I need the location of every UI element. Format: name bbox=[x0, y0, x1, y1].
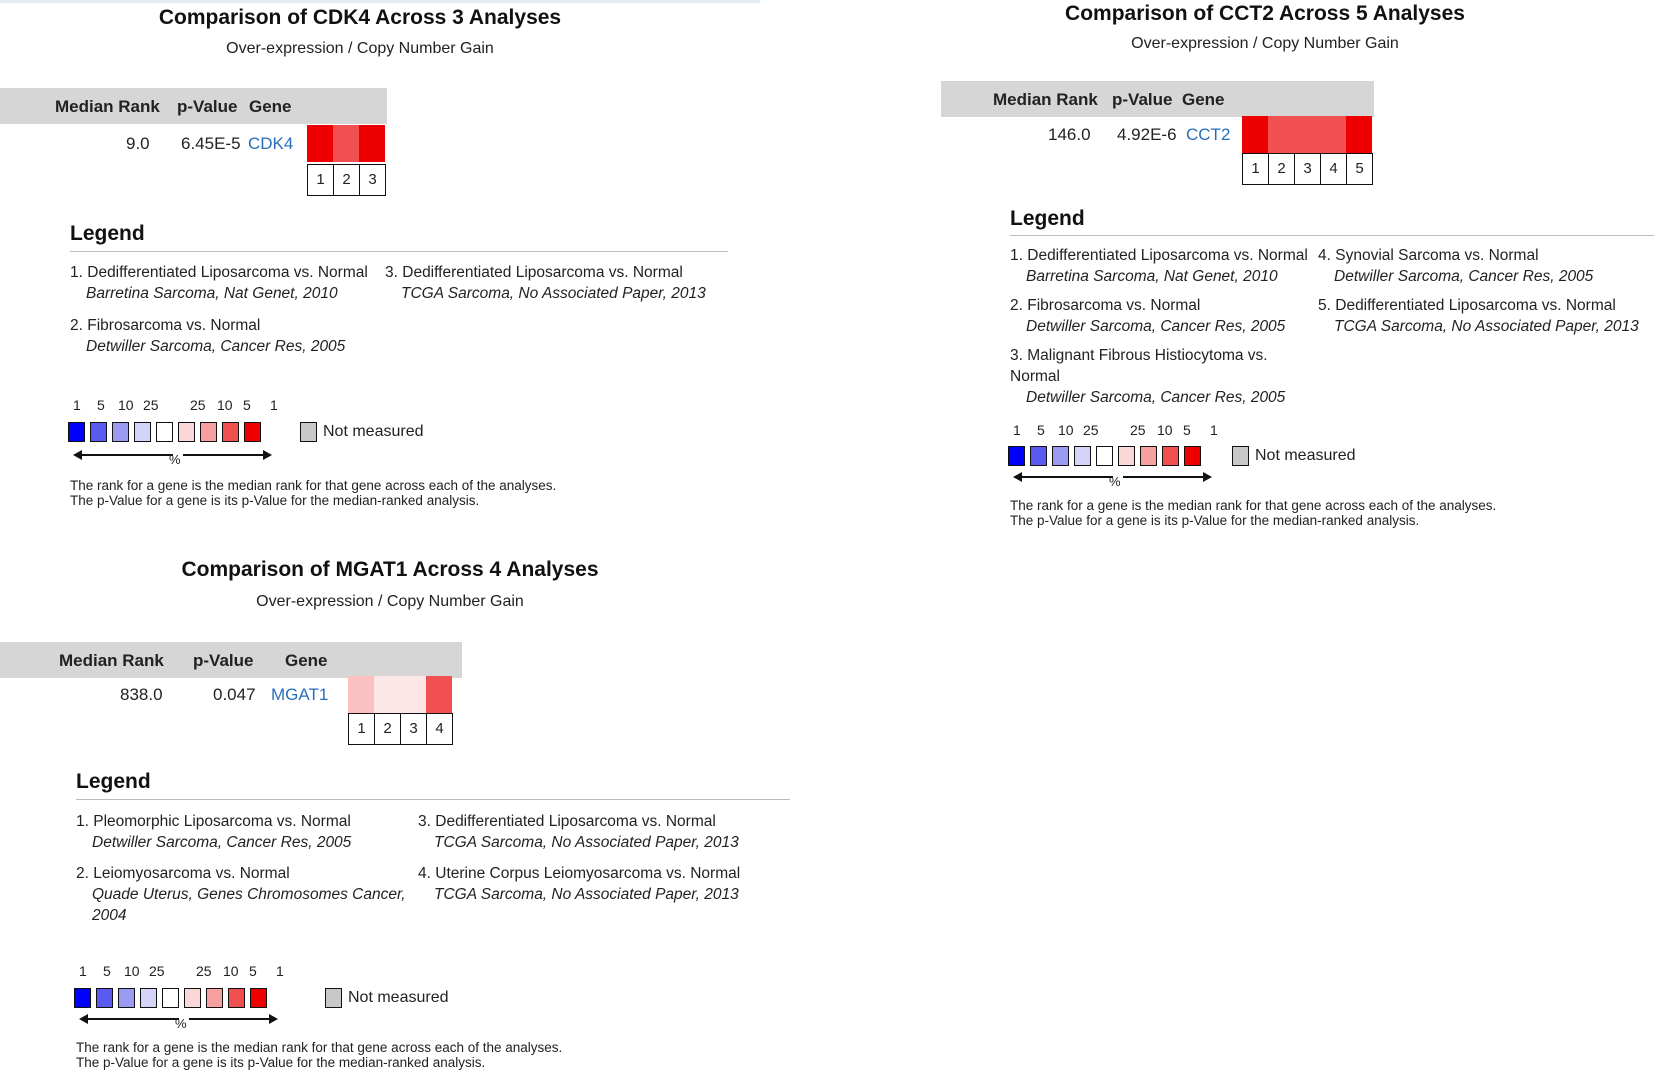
gene-header: Gene bbox=[285, 651, 328, 670]
color-scale-swatch bbox=[1140, 446, 1157, 466]
color-scale-swatch bbox=[200, 422, 217, 442]
gene-header: Gene bbox=[1182, 90, 1225, 109]
legend-item-cct2-2: 2. Fibrosarcoma vs. Normal Detwiller Sarcoma, Cancer Res, 2005 bbox=[1010, 297, 1286, 335]
p-value-value: 0.047 bbox=[213, 685, 256, 704]
panel-title-cct2: Comparison of CCT2 Across 5 Analyses bbox=[1065, 2, 1465, 25]
analysis-index: 2 bbox=[1269, 154, 1295, 184]
legend-title-cdk4: Legend bbox=[70, 222, 145, 245]
analysis-index: 4 bbox=[435, 720, 444, 737]
color-scale-swatch bbox=[222, 422, 239, 442]
footnote-mgat1: The rank for a gene is the median rank for that gene across each of the analyses. The p-Value for a gene is its p-Value for the median-ranked analysis. bbox=[76, 1040, 563, 1070]
gene-link-cdk4[interactable]: CDK4 bbox=[248, 134, 294, 153]
heatmap-cell bbox=[1320, 116, 1346, 153]
footnote-cdk4: The rank for a gene is the median rank for that gene across each of the analyses. The p-Value for a gene is its p-Value for the median-ranked analysis. bbox=[70, 478, 557, 508]
color-scale-swatch bbox=[156, 422, 173, 442]
heatmap-row-mgat1 bbox=[348, 676, 452, 713]
analysis-index-row-cdk4 bbox=[307, 164, 386, 196]
heatmap-row-cdk4 bbox=[307, 125, 385, 162]
panel-subtitle-cdk4: Over-expression / Copy Number Gain bbox=[226, 40, 494, 57]
scale-direction-arrows: % bbox=[73, 450, 273, 466]
color-scale-swatches bbox=[74, 988, 272, 1008]
analysis-index: 3 bbox=[368, 171, 377, 188]
panel-subtitle-cct2: Over-expression / Copy Number Gain bbox=[1131, 35, 1399, 52]
median-rank-header: Median Rank bbox=[993, 90, 1098, 109]
analysis-index: 1 bbox=[349, 714, 375, 744]
color-scale-numbers: 1 5 10 25 25 10 5 1 bbox=[79, 963, 284, 979]
legend-item-mgat1-3: 3. Dedifferentiated Liposarcoma vs. Normal TCGA Sarcoma, No Associated Paper, 2013 bbox=[418, 813, 739, 851]
color-scale-swatch bbox=[90, 422, 107, 442]
color-scale-swatch bbox=[112, 422, 129, 442]
legend-item-mgat1-1: 1. Pleomorphic Liposarcoma vs. Normal Detwiller Sarcoma, Cancer Res, 2005 bbox=[76, 813, 352, 851]
gene-link-mgat1[interactable]: MGAT1 bbox=[271, 685, 329, 704]
color-scale-swatch bbox=[134, 422, 151, 442]
top-border bbox=[0, 0, 760, 3]
table-header-cct2 bbox=[941, 81, 1374, 117]
color-scale-swatch bbox=[1008, 446, 1025, 466]
not-measured-key: Not measured bbox=[1232, 446, 1356, 466]
gene-link-cct2[interactable]: CCT2 bbox=[1186, 125, 1231, 144]
heatmap-cell bbox=[359, 125, 385, 162]
color-scale-swatches bbox=[68, 422, 266, 442]
legend-title-mgat1: Legend bbox=[76, 770, 151, 793]
heatmap-cell bbox=[1242, 116, 1268, 153]
analysis-index-row-cct2 bbox=[1242, 153, 1373, 185]
analysis-index: 2 bbox=[334, 165, 360, 195]
legend-divider-mgat1 bbox=[76, 799, 790, 800]
median-rank-value: 146.0 bbox=[1048, 125, 1091, 144]
legend-item-cct2-3: 3. Malignant Fibrous Histiocytoma vs. Normal Detwiller Sarcoma, Cancer Res, 2005 bbox=[1010, 347, 1286, 406]
p-value-value: 6.45E-5 bbox=[181, 134, 241, 153]
p-value-header: p-Value bbox=[177, 97, 238, 116]
color-scale-swatch bbox=[162, 988, 179, 1008]
scale-direction-arrows: % bbox=[1013, 472, 1213, 488]
legend-title-cct2: Legend bbox=[1010, 207, 1085, 230]
color-scale-swatch bbox=[140, 988, 157, 1008]
analysis-index: 3 bbox=[1295, 154, 1321, 184]
heatmap-cell bbox=[1294, 116, 1320, 153]
median-rank-value: 9.0 bbox=[126, 134, 150, 153]
color-scale-swatch bbox=[250, 988, 267, 1008]
panel-title-cdk4: Comparison of CDK4 Across 3 Analyses bbox=[158, 6, 562, 29]
color-scale-swatch bbox=[68, 422, 85, 442]
analysis-index: 3 bbox=[401, 714, 427, 744]
color-scale-swatch bbox=[1162, 446, 1179, 466]
analysis-index: 1 bbox=[308, 165, 334, 195]
legend-item-cct2-1: 1. Dedifferentiated Liposarcoma vs. Normal Barretina Sarcoma, Nat Genet, 2010 bbox=[1010, 247, 1308, 285]
color-scale-numbers: 1 5 10 25 25 10 5 1 bbox=[1013, 422, 1218, 438]
table-header-mgat1 bbox=[0, 642, 462, 678]
not-measured-key: Not measured bbox=[300, 422, 424, 442]
heatmap-cell bbox=[374, 676, 400, 713]
color-scale-swatch bbox=[184, 988, 201, 1008]
not-measured-swatch bbox=[325, 988, 342, 1008]
table-header-cdk4 bbox=[0, 88, 387, 124]
gene-header: Gene bbox=[249, 97, 292, 116]
color-scale-swatch bbox=[206, 988, 223, 1008]
analysis-index: 2 bbox=[375, 714, 401, 744]
color-scale-swatch bbox=[1052, 446, 1069, 466]
color-scale-swatch bbox=[1184, 446, 1201, 466]
p-value-value: 4.92E-6 bbox=[1117, 125, 1177, 144]
heatmap-cell bbox=[1346, 116, 1372, 153]
footnote-cct2: The rank for a gene is the median rank for that gene across each of the analyses. The p-Value for a gene is its p-Value for the median-ranked analysis. bbox=[1010, 498, 1497, 528]
heatmap-cell bbox=[400, 676, 426, 713]
legend-divider-cdk4 bbox=[70, 251, 728, 252]
legend-item-mgat1-2: 2. Leiomyosarcoma vs. Normal Quade Uterus, Genes Chromosomes Cancer, 2004 bbox=[76, 865, 406, 924]
analysis-index: 5 bbox=[1355, 160, 1364, 177]
not-measured-key: Not measured bbox=[325, 988, 449, 1008]
heatmap-cell bbox=[348, 676, 374, 713]
color-scale-swatch bbox=[1030, 446, 1047, 466]
color-scale-swatch bbox=[96, 988, 113, 1008]
heatmap-cell bbox=[426, 676, 452, 713]
color-scale-swatch bbox=[178, 422, 195, 442]
median-rank-value: 838.0 bbox=[120, 685, 163, 704]
p-value-header: p-Value bbox=[193, 651, 254, 670]
color-scale-swatches bbox=[1008, 446, 1206, 466]
heatmap-cell bbox=[307, 125, 333, 162]
analysis-index: 4 bbox=[1321, 154, 1347, 184]
legend-item-cdk4-3: 3. Dedifferentiated Liposarcoma vs. Normal TCGA Sarcoma, No Associated Paper, 2013 bbox=[385, 264, 706, 302]
color-scale-swatch bbox=[1118, 446, 1135, 466]
color-scale-numbers: 1 5 10 25 25 10 5 1 bbox=[73, 397, 278, 413]
median-rank-header: Median Rank bbox=[55, 97, 160, 116]
heatmap-row-cct2 bbox=[1242, 116, 1372, 153]
legend-divider-cct2 bbox=[1010, 235, 1654, 236]
panel-title-mgat1: Comparison of MGAT1 Across 4 Analyses bbox=[181, 558, 599, 581]
analysis-index: 1 bbox=[1243, 154, 1269, 184]
color-scale-swatch bbox=[1096, 446, 1113, 466]
legend-item-cct2-4: 4. Synovial Sarcoma vs. Normal Detwiller Sarcoma, Cancer Res, 2005 bbox=[1318, 247, 1594, 285]
analysis-index-row-mgat1 bbox=[348, 713, 453, 745]
p-value-header: p-Value bbox=[1112, 90, 1173, 109]
heatmap-cell bbox=[333, 125, 359, 162]
legend-item-cct2-5: 5. Dedifferentiated Liposarcoma vs. Normal TCGA Sarcoma, No Associated Paper, 2013 bbox=[1318, 297, 1639, 335]
color-scale-swatch bbox=[228, 988, 245, 1008]
color-scale-swatch bbox=[1074, 446, 1091, 466]
color-scale-swatch bbox=[244, 422, 261, 442]
panel-subtitle-mgat1: Over-expression / Copy Number Gain bbox=[256, 593, 524, 610]
legend-item-mgat1-4: 4. Uterine Corpus Leiomyosarcoma vs. Normal TCGA Sarcoma, No Associated Paper, 2013 bbox=[418, 865, 741, 903]
legend-item-cdk4-1: 1. Dedifferentiated Liposarcoma vs. Normal Barretina Sarcoma, Nat Genet, 2010 bbox=[70, 264, 368, 302]
color-scale-swatch bbox=[74, 988, 91, 1008]
median-rank-header: Median Rank bbox=[59, 651, 164, 670]
not-measured-swatch bbox=[300, 422, 317, 442]
color-scale-swatch bbox=[118, 988, 135, 1008]
heatmap-cell bbox=[1268, 116, 1294, 153]
scale-direction-arrows: % bbox=[79, 1014, 279, 1030]
not-measured-swatch bbox=[1232, 446, 1249, 466]
legend-item-cdk4-2: 2. Fibrosarcoma vs. Normal Detwiller Sarcoma, Cancer Res, 2005 bbox=[70, 317, 346, 355]
